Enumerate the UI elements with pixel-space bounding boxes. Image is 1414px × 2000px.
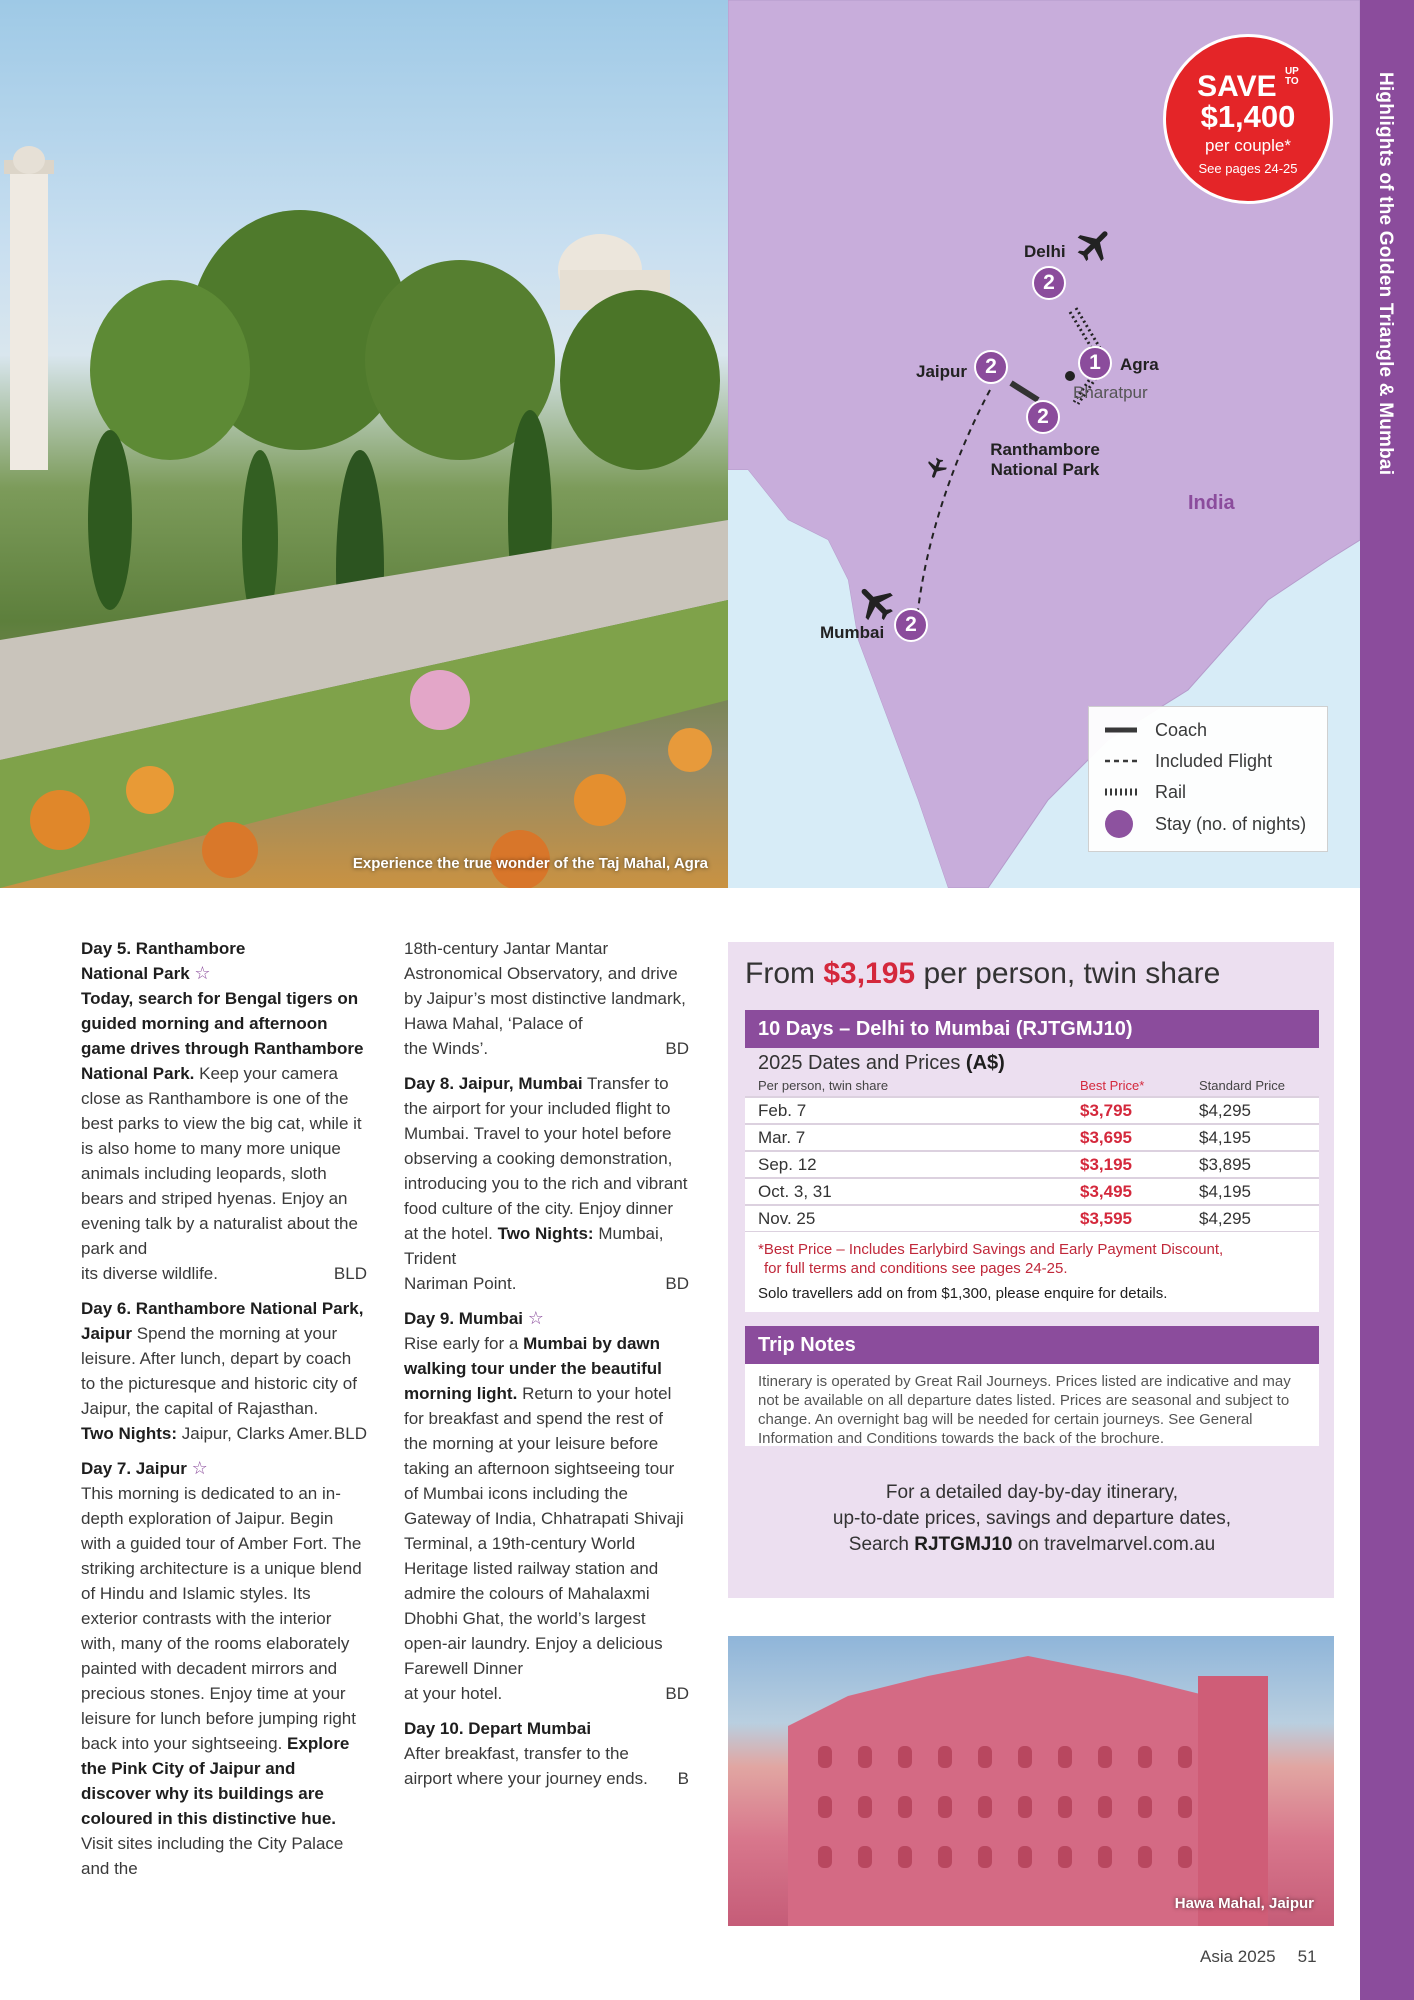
day-9-text1: Rise early for a: [404, 1334, 519, 1353]
search-info: [745, 1480, 1319, 1558]
plane-icon: [924, 456, 948, 480]
stay-dot-icon: [1103, 809, 1139, 839]
row-best: $3,495: [1080, 1182, 1132, 1201]
row-best: $3,595: [1080, 1209, 1132, 1228]
price-table-header: [745, 1048, 1319, 1096]
from-prefix: From: [745, 957, 815, 990]
star-icon: ☆: [527, 1308, 544, 1328]
price-box: [728, 942, 1334, 1598]
hawa-mahal-illustration: [728, 1636, 1334, 1926]
row-date: Sep. 12: [758, 1155, 817, 1174]
photo-caption: Experience the true wonder of the Taj Mahal, Agra: [352, 855, 708, 872]
route-map: [728, 0, 1360, 888]
table-row: [745, 1150, 1319, 1177]
day-6-title: Day 6. Ranthambore National Park, Jaipur: [81, 1299, 364, 1343]
stay-marker-delhi: 2: [1032, 266, 1066, 300]
search-info-line1: For a detailed day-by-day itinerary,: [885, 1482, 1179, 1503]
footer-section: Asia 2025: [1200, 1947, 1276, 1966]
taj-mahal-illustration: [0, 0, 728, 888]
row-best: $3,795: [1080, 1101, 1132, 1120]
trip-notes-bar: Trip Notes: [745, 1326, 1319, 1364]
day-6-meals: BLD: [333, 1424, 367, 1443]
table-row: [745, 1123, 1319, 1150]
stay-marker-agra: 1: [1078, 346, 1112, 380]
badge-up: UP: [1284, 66, 1299, 77]
day-8-text: Transfer to the airport for your included flight to Mumbai. Travel to your hotel before observing a cooking demonstration, introducing you to the rich and vibrant food culture of the city. Enjoy dinner at the hotel.: [404, 1074, 688, 1243]
day-5-title-line1: Day 5. Ranthambore: [81, 939, 246, 958]
table-row: [745, 1177, 1319, 1204]
city-label-mumbai: Mumbai: [820, 623, 885, 642]
from-amount: $3,195: [823, 957, 916, 990]
day-7-text: This morning is dedicated to an in-depth exploration of Jaipur. Begin with a guided tour of Amber Fort. The striking architecture is a unique blend of Hindu and Islamic styles. Its exterior contrasts with the interior with, many of the rooms elaborately painted with decadent mirrors and precious stones. Enjoy time at your leisure for lunch before jumping right back into your sightseeing.: [81, 1484, 362, 1753]
col-standard-price: Standard Price: [1199, 1078, 1285, 1093]
city-label-ranthambore: [990, 440, 1100, 480]
day-5-last: its diverse wildlife.: [81, 1264, 218, 1283]
stay-marker-mumbai: 2: [894, 608, 928, 642]
ranthambore-line2: National Park: [990, 460, 1100, 479]
day-10-text: After breakfast, transfer to the: [404, 1744, 629, 1763]
row-std: $3,895: [1199, 1155, 1251, 1174]
table-row: [745, 1204, 1319, 1233]
star-icon: ☆: [194, 963, 211, 983]
day-9-highlight: Mumbai by dawn walking tour under the beautiful morning light.: [404, 1334, 662, 1403]
plane-icon: [1074, 224, 1116, 266]
badge-see: See pages 24-25: [1198, 161, 1298, 176]
day-10: [404, 1716, 689, 1791]
day-10-last: airport where your journey ends.: [404, 1769, 648, 1788]
city-label-bharatpur: Bharatpur: [1073, 383, 1148, 402]
ranthambore-line1: Ranthambore: [990, 440, 1100, 459]
table-row: [745, 1096, 1319, 1123]
search-code: RJTGMJ10: [914, 1534, 1013, 1555]
photo-caption: Hawa Mahal, Jaipur: [1174, 1895, 1314, 1912]
city-label-agra: Agra: [1120, 355, 1159, 374]
page-footer: [1200, 1947, 1317, 1967]
hawa-mahal-photo: [728, 1636, 1334, 1926]
from-price: [745, 957, 1220, 991]
day-5: [81, 936, 367, 1286]
itinerary-column-1: [81, 936, 367, 1891]
day-7-title: Day 7. Jaipur: [81, 1459, 187, 1478]
day-7-cont: 18th-century Jantar Mantar Astronomical Observatory, and drive by Jaipur’s most distinctive landmark, Hawa Mahal, ‘Palace of: [404, 939, 686, 1033]
solo-note: Solo travellers add on from $1,300, please enquire for details.: [758, 1285, 1168, 1302]
rail-line-icon: [1103, 777, 1139, 807]
day-7-cont-last: the Winds’.: [404, 1039, 489, 1058]
day-9-text2: Return to your hotel for breakfast and spend the rest of the morning at your leisure before taking an afternoon sightseeing tour of Mumbai icons including the Gateway of India, Chhatrapati Shivaji Terminal, a 19th-century World Heritage listed railway station and admire the colours of Mahalaxmi Dhobhi Ghat, the world’s largest open-air laundry. Enjoy a delicious Farewell Dinner: [404, 1384, 684, 1678]
col-per-person: Per person, twin share: [758, 1078, 889, 1093]
day-6: [81, 1296, 367, 1446]
badge-to: TO: [1284, 76, 1299, 87]
day-8-nights: Mumbai, Trident: [404, 1224, 664, 1268]
best-price-note: [758, 1240, 1306, 1278]
side-band-title: Highlights of the Golden Triangle & Mumbai: [1375, 72, 1396, 476]
row-std: $4,295: [1199, 1209, 1251, 1228]
best-price-note-line1: *Best Price – Includes Earlybird Savings and Early Payment Discount,: [758, 1241, 1224, 1258]
flight-line-icon: [1103, 746, 1139, 776]
day-5-title-line2: National Park: [81, 964, 190, 983]
day-9-title: Day 9. Mumbai: [404, 1309, 524, 1328]
day-9: [404, 1306, 689, 1706]
row-best: $3,195: [1080, 1155, 1132, 1174]
day-9-last: at your hotel.: [404, 1684, 503, 1703]
legend-stay-label: Stay (no. of nights): [1155, 814, 1307, 834]
save-badge: [1163, 34, 1333, 204]
day-6-text: Spend the morning at your leisure. After lunch, depart by coach to the picturesque and historic city of Jaipur, the capital of Rajasthan.: [81, 1324, 357, 1418]
row-date: Mar. 7: [758, 1128, 806, 1147]
day-10-title: Day 10. Depart Mumbai: [404, 1719, 592, 1738]
badge-amount: $1,400: [1200, 99, 1296, 134]
row-date: Feb. 7: [758, 1101, 807, 1120]
star-icon: ☆: [191, 1458, 208, 1478]
taj-mahal-photo: [0, 0, 728, 888]
price-table: [745, 1048, 1319, 1256]
search-info-line2: up-to-date prices, savings and departure dates,: [832, 1508, 1232, 1529]
trip-title-bar: 10 Days – Delhi to Mumbai (RJTGMJ10): [745, 1010, 1319, 1048]
itinerary-column-2: [404, 936, 689, 1801]
day-5-meals: BLD: [333, 1264, 367, 1283]
day-10-meals: B: [677, 1769, 689, 1788]
row-std: $4,295: [1199, 1101, 1251, 1120]
col-best-price: Best Price*: [1080, 1078, 1145, 1093]
legend-flight-label: Included Flight: [1155, 751, 1273, 771]
badge-per: per couple*: [1204, 136, 1291, 155]
search-suffix: on travelmarvel.com.au: [1017, 1534, 1216, 1555]
from-suffix: per person, twin share: [923, 957, 1221, 990]
day-8-meals: BD: [665, 1274, 689, 1293]
coach-line-icon: [1103, 715, 1139, 745]
country-label: India: [1188, 492, 1235, 514]
badge-save: SAVE: [1197, 70, 1277, 103]
day-6-nights: Jaipur, Clarks Amer.: [181, 1424, 333, 1443]
page-number: 51: [1297, 1947, 1317, 1966]
day-5-highlight: Today, search for Bengal tigers on guided morning and afternoon game drives through Ranthambore National Park.: [81, 989, 364, 1083]
table-currency: (A$): [965, 1052, 1005, 1074]
day-7-continued: [404, 936, 689, 1061]
city-label-delhi: Delhi: [1024, 242, 1066, 261]
trip-notes-text: Itinerary is operated by Great Rail Journeys. Prices listed are indicative and may not be available on all departure dates listed. Prices are seasonal and subject to change. An overnight bag will be needed for certain journeys. See General Information and Conditions towards the back of the brochure.: [745, 1364, 1319, 1446]
day-7-highlight: Explore the Pink City of Jaipur and discover why its buildings are coloured in this distinctive hue.: [81, 1734, 350, 1828]
side-band: [1360, 0, 1414, 2000]
city-label-jaipur: Jaipur: [916, 362, 968, 381]
day-7-text2: Visit sites including the City Palace and the: [81, 1834, 344, 1878]
best-price-note-line2: for full terms and conditions see pages 24-25.: [764, 1260, 1068, 1277]
day-5-text: Keep your camera close as Ranthambore is one of the best parks to view the big cat, while it is also home to many more unique animals including leopards, sloth bears and striped hyenas. Enjoy an evening talk by a naturalist about the park and: [81, 1064, 362, 1258]
stay-marker-ranthambore: 2: [1026, 400, 1060, 434]
legend-coach-label: Coach: [1155, 720, 1208, 740]
row-date: Oct. 3, 31: [758, 1182, 832, 1201]
day-7-meals: BD: [665, 1039, 689, 1058]
day-7: [81, 1456, 367, 1881]
row-date: Nov. 25: [758, 1209, 816, 1228]
price-notes: [745, 1232, 1319, 1312]
day-8-last: Nariman Point.: [404, 1274, 517, 1293]
row-std: $4,195: [1199, 1182, 1251, 1201]
day-8-title: Day 8. Jaipur, Mumbai: [404, 1074, 583, 1093]
day-8-nights-label: Two Nights:: [497, 1224, 594, 1243]
legend-rail-label: Rail: [1155, 782, 1187, 802]
day-8: [404, 1071, 689, 1296]
row-best: $3,695: [1080, 1128, 1132, 1147]
stay-marker-jaipur: 2: [974, 350, 1008, 384]
table-title: 2025 Dates and Prices: [758, 1052, 961, 1074]
search-prefix: Search: [848, 1534, 909, 1555]
map-legend: [1088, 706, 1328, 852]
day-9-meals: BD: [665, 1684, 689, 1703]
row-std: $4,195: [1199, 1128, 1251, 1147]
day-6-nights-label: Two Nights:: [81, 1424, 177, 1443]
plane-icon: [854, 580, 898, 624]
